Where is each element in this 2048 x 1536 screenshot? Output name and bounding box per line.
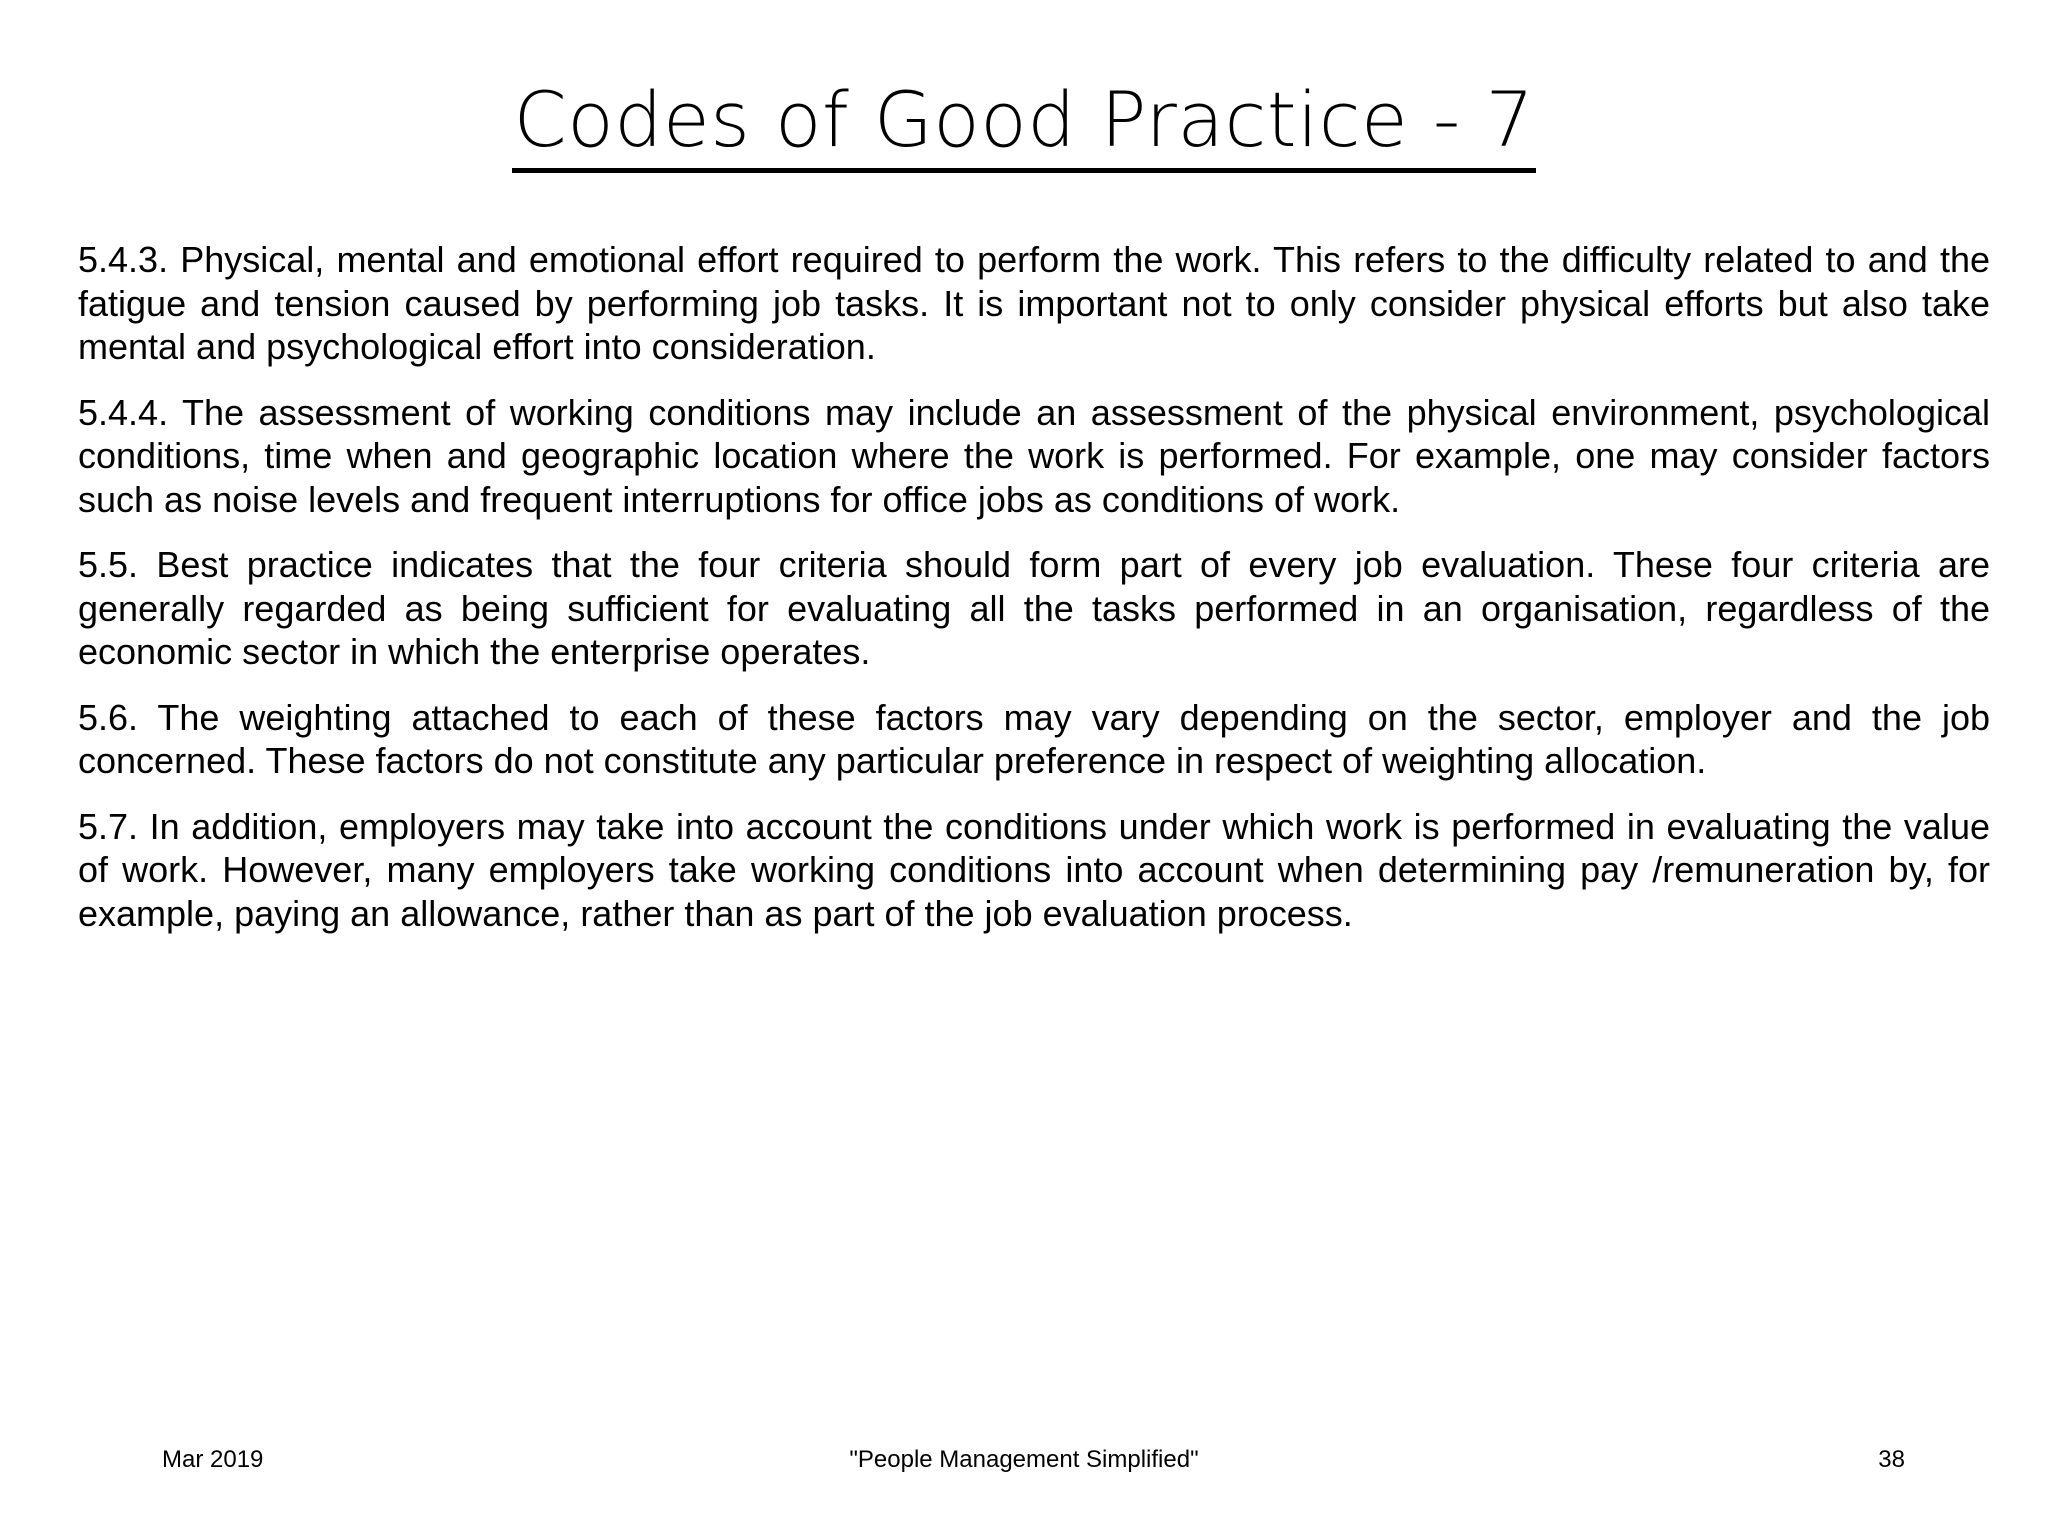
footer-date: Mar 2019	[162, 1446, 264, 1473]
footer-title: "People Management Simplified"	[849, 1446, 1199, 1473]
paragraph-5-4-4: 5.4.4. The assessment of working conditions may include an assessment of the physical environment, psychological conditions, time when and geographic location where the work is performed. For example, one may consider factors such as noise levels and frequent interruptions for office jobs as conditions of work.	[78, 391, 1990, 520]
slide-footer	[0, 1446, 2048, 1486]
paragraph-5-4-3: 5.4.3. Physical, mental and emotional effort required to perform the work. This refers to the difficulty related to and the fatigue and tension caused by performing job tasks. It is important not to only consider physical efforts but also take mental and psychological effort into consideration.	[78, 239, 1990, 367]
paragraph-5-6: 5.6. The weighting attached to each of these factors may vary depending on the sector, employer and the job concerned. These factors do not constitute any particular preference in respect of weighting allocation.	[78, 696, 1990, 781]
page-number: 38	[1878, 1446, 1905, 1473]
title-container	[0, 75, 2048, 173]
slide-title: Codes of Good Practice - 7	[512, 78, 1537, 173]
slide-body	[78, 238, 1990, 957]
paragraph-5-7: 5.7. In addition, employers may take into account the conditions under which work is performed in evaluating the value of work. However, many employers take working conditions into account when determining pay /remuneration by, for example, paying an allowance, rather than as part of the job evaluation process.	[78, 805, 1990, 934]
paragraph-5-5: 5.5. Best practice indicates that the four criteria should form part of every job evaluation. These four criteria are generally regarded as being sufficient for evaluating all the tasks performed in an organisation, regardless of the economic sector in which the enterprise operates.	[78, 544, 1990, 672]
